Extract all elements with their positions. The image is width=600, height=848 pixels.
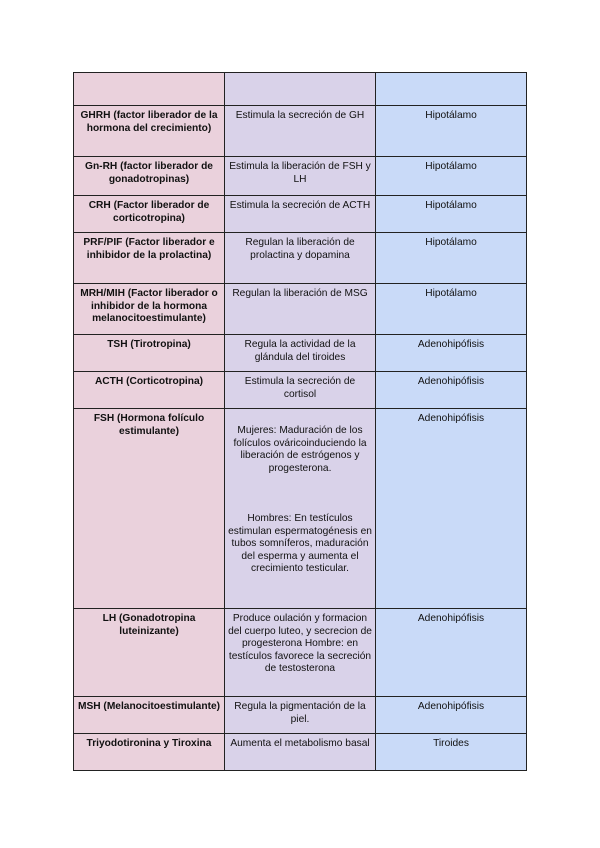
function-cell: Regula la pigmentación de la piel.	[225, 697, 376, 734]
hormone-cell: PRF/PIF (Factor liberador e inhibidor de la prolactina)	[74, 233, 225, 284]
function-cell: Estimula la secreción de cortisol	[225, 372, 376, 409]
origin-cell: Adenohipófisis	[376, 335, 527, 372]
table-row	[74, 697, 527, 734]
hormone-cell: MSH (Melanocitoestimulante)	[74, 697, 225, 734]
function-cell: Estimula la secreción de GH	[225, 106, 376, 157]
table-row	[74, 196, 527, 233]
origin-cell: Adenohipófisis	[376, 372, 527, 409]
hormone-cell: CRH (Factor liberador de corticotropina)	[74, 196, 225, 233]
table-header-row	[74, 73, 527, 106]
function-cell: Aumenta el metabolismo basal	[225, 734, 376, 771]
origin-cell: Adenohipófisis	[376, 409, 527, 609]
table-row	[74, 609, 527, 697]
hormone-cell: FSH (Hormona folículo estimulante)	[74, 409, 225, 609]
hormone-table	[73, 72, 527, 771]
table-row	[74, 409, 527, 609]
origin-cell: Tiroides	[376, 734, 527, 771]
hormone-cell: LH (Gonadotropina luteinizante)	[74, 609, 225, 697]
function-men-text: Hombres: En testículos estimulan espermatogénesis en tubos somníferos, maduración del esperma y aumenta el crecimiento testicular.	[228, 513, 372, 574]
header-cell-hormone	[74, 73, 225, 106]
table-row	[74, 106, 527, 157]
hormone-cell: Gn-RH (factor liberador de gonadotropinas)	[74, 157, 225, 196]
table-row	[74, 372, 527, 409]
function-women-text: Mujeres: Maduración de los folículos ováricoinduciendo la liberación de estrógenos y progesterona.	[233, 425, 367, 474]
header-cell-function	[225, 73, 376, 106]
hormone-cell: Triyodotironina y Tiroxina	[74, 734, 225, 771]
function-cell: Produce oulación y formacion del cuerpo luteo, y secrecion de progesterona Hombre: en testículos favorece la secreción de testosterona	[225, 609, 376, 697]
origin-cell: Adenohipófisis	[376, 609, 527, 697]
table-row	[74, 233, 527, 284]
function-cell	[225, 409, 376, 609]
origin-cell: Hipotálamo	[376, 284, 527, 335]
table-row	[74, 734, 527, 771]
origin-cell: Hipotálamo	[376, 233, 527, 284]
header-cell-origin	[376, 73, 527, 106]
table-row	[74, 157, 527, 196]
origin-cell: Hipotálamo	[376, 196, 527, 233]
hormone-cell: MRH/MIH (Factor liberador o inhibidor de la hormona melanocitoestimulante)	[74, 284, 225, 335]
function-cell: Estimula la secreción de ACTH	[225, 196, 376, 233]
origin-cell: Hipotálamo	[376, 106, 527, 157]
function-cell: Regulan la liberación de MSG	[225, 284, 376, 335]
function-cell: Regula la actividad de la glándula del tiroides	[225, 335, 376, 372]
origin-cell: Hipotálamo	[376, 157, 527, 196]
hormone-cell: TSH (Tirotropina)	[74, 335, 225, 372]
table-row	[74, 284, 527, 335]
hormone-cell: GHRH (factor liberador de la hormona del crecimiento)	[74, 106, 225, 157]
hormone-cell: ACTH (Corticotropina)	[74, 372, 225, 409]
origin-cell: Adenohipófisis	[376, 697, 527, 734]
function-cell: Estimula la liberación de FSH y LH	[225, 157, 376, 196]
function-cell: Regulan la liberación de prolactina y dopamina	[225, 233, 376, 284]
table-row	[74, 335, 527, 372]
